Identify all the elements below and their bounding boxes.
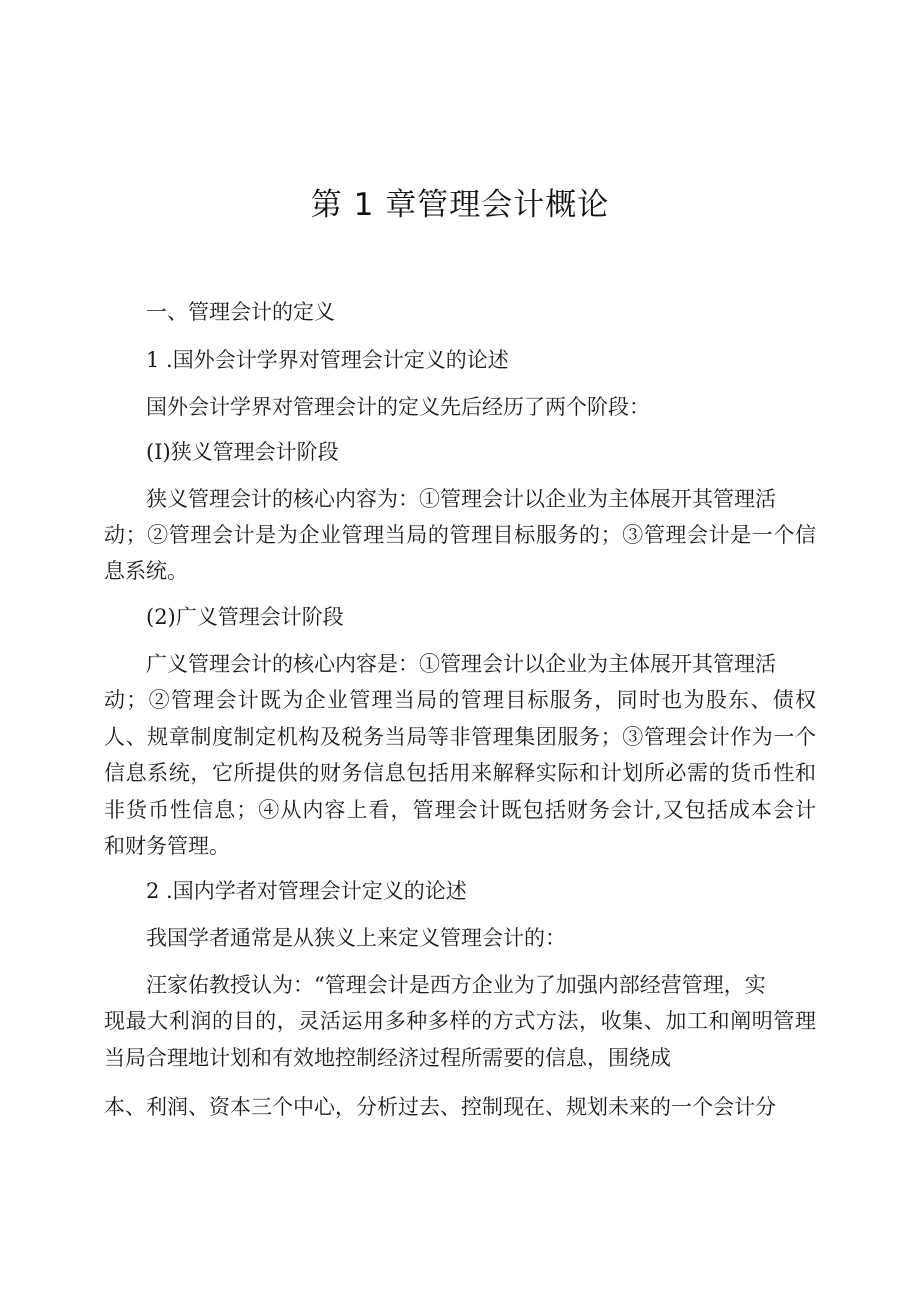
paragraph-line: 和财务管理。 bbox=[104, 834, 230, 858]
section-heading: 一、管理会计的定义 bbox=[146, 300, 335, 324]
chapter-title: 第 1 章管理会计概论 bbox=[310, 187, 610, 223]
paragraph-line: 非货币性信息；④从内容上看，管理会计既包括财务会计,又包括成本会计 bbox=[104, 798, 816, 822]
paragraph-line: 广义管理会计的核心内容是：①管理会计以企业为主体展开其管理活 bbox=[146, 652, 776, 676]
subsection-heading: 2 .国内学者对管理会计定义的论述 bbox=[146, 879, 467, 903]
paragraph-line: 汪家佑教授认为：“管理会计是西方企业为了加强内部经营管理，实 bbox=[146, 973, 766, 997]
paragraph-line: 当局合理地计划和有效地控制经济过程所需要的信息，围绕成 bbox=[104, 1046, 671, 1070]
paragraph-line: 现最大利润的目的，灵活运用多种多样的方式方法，收集、加工和阐明管理 bbox=[104, 1009, 816, 1033]
paragraph-line: 动；②管理会计既为企业管理当局的管理目标服务，同时也为股东、债权 bbox=[104, 688, 816, 712]
paragraph-line: 我国学者通常是从狭义上来定义管理会计的： bbox=[146, 926, 566, 950]
paragraph-line: 狭义管理会计的核心内容为：①管理会计以企业为主体展开其管理活 bbox=[146, 487, 776, 511]
subsection-heading: (2)广义管理会计阶段 bbox=[146, 605, 344, 629]
paragraph-line: 国外会计学界对管理会计的定义先后经历了两个阶段： bbox=[146, 395, 650, 419]
paragraph-line: 人、规章制度制定机构及税务当局等非管理集团服务；③管理会计作为一个 bbox=[104, 725, 816, 749]
subsection-heading: (I)狭义管理会计阶段 bbox=[146, 440, 339, 464]
paragraph-line: 息系统。 bbox=[104, 559, 188, 583]
paragraph-line: 信息系统，它所提供的财务信息包括用来解释实际和计划所必需的货币性和 bbox=[104, 761, 816, 785]
paragraph-line: 本、利润、资本三个中心，分析过去、控制现在、规划未来的一个会计分 bbox=[104, 1095, 776, 1119]
subsection-heading: 1 .国外会计学界对管理会计定义的论述 bbox=[146, 348, 509, 372]
paragraph-line: 动；②管理会计是为企业管理当局的管理目标服务的；③管理会计是一个信 bbox=[104, 523, 816, 547]
